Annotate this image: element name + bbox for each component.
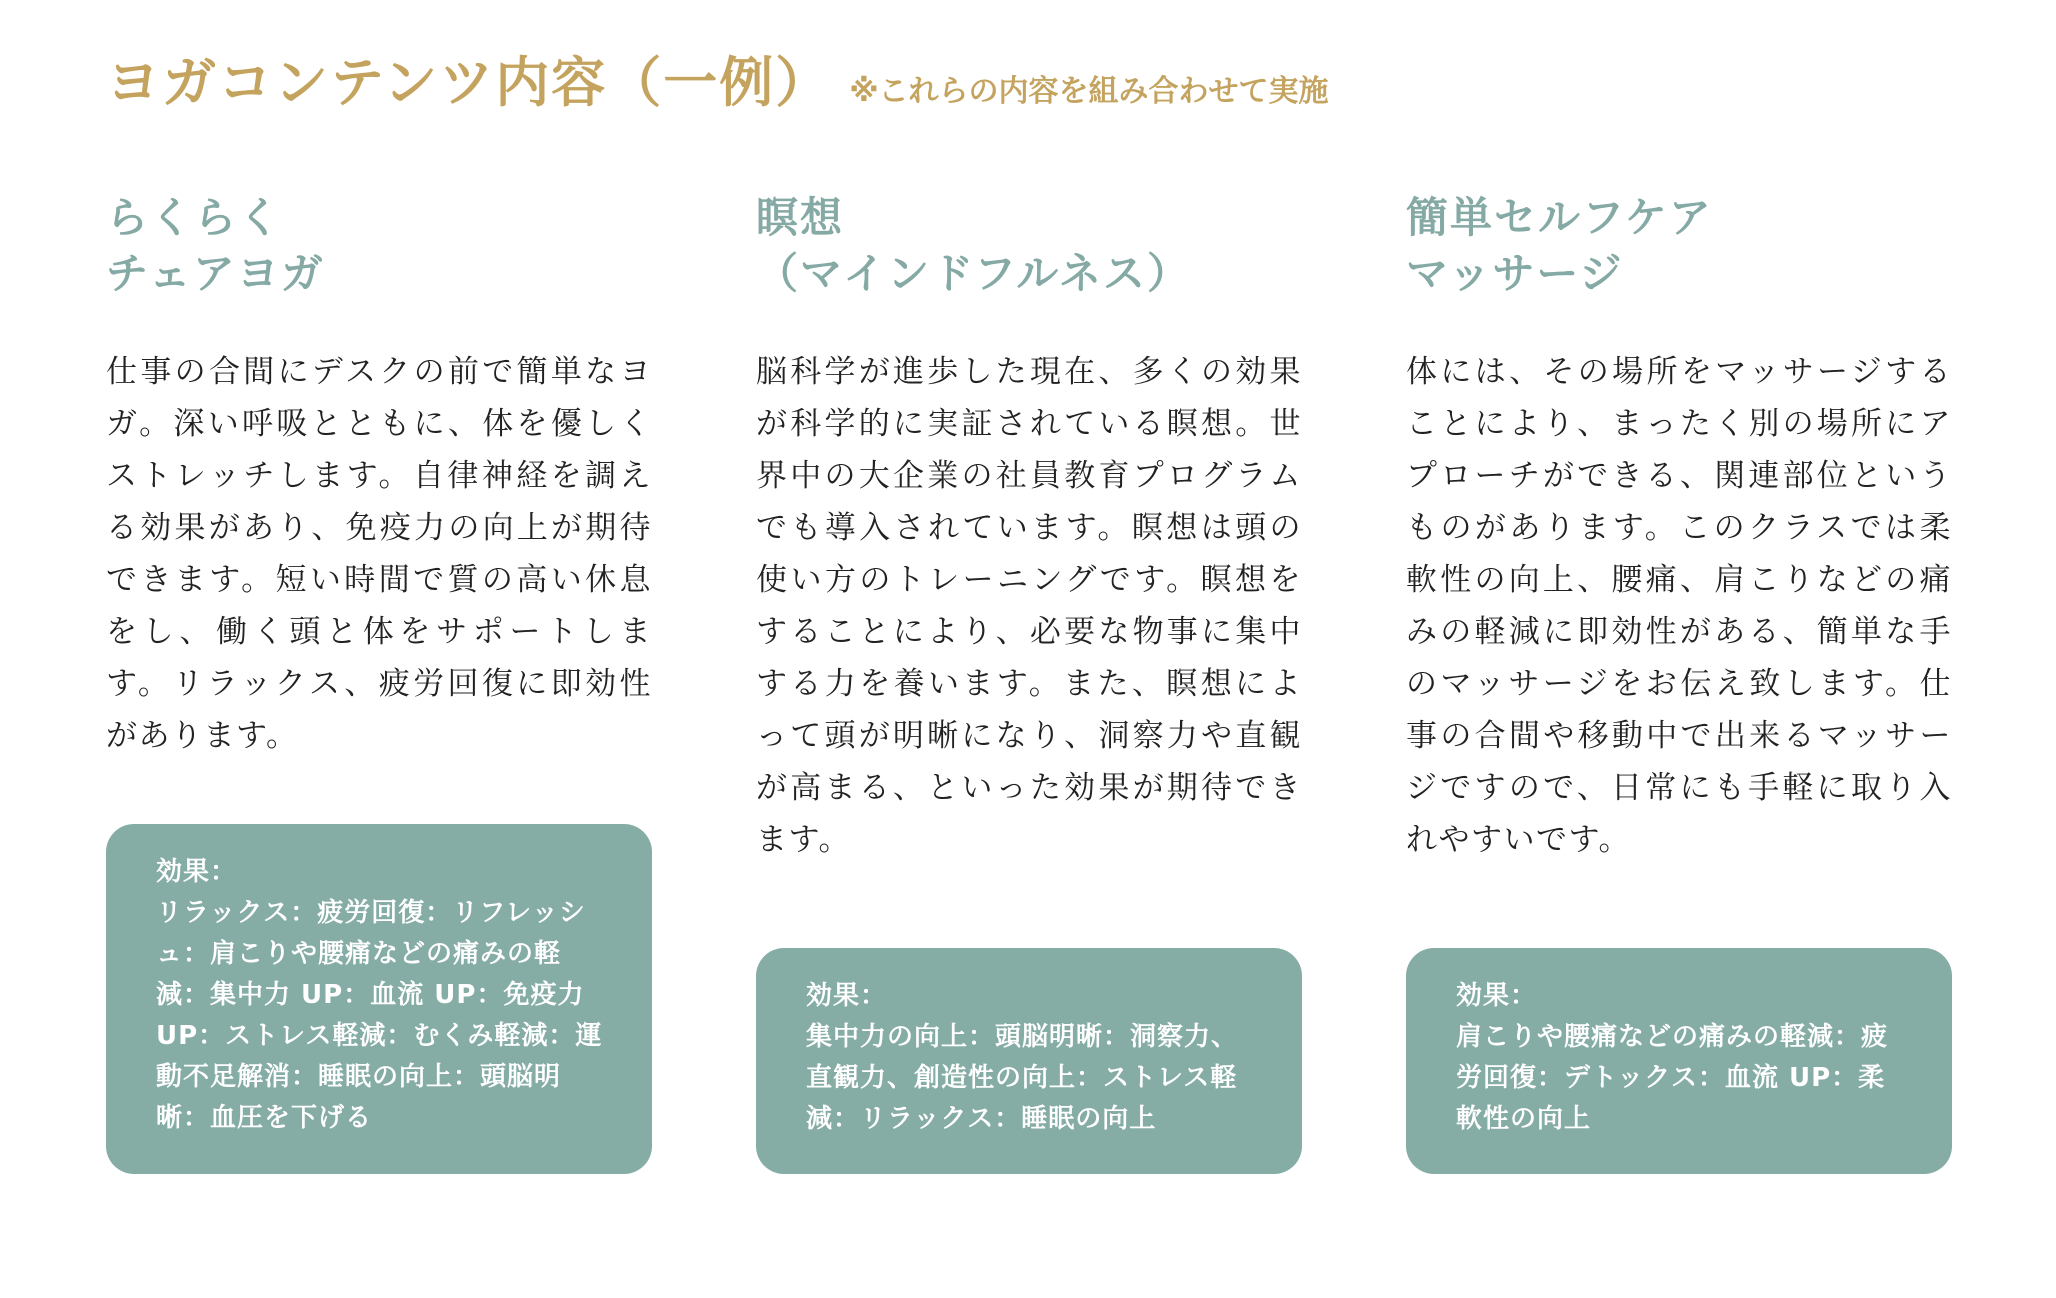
page-title: ヨガコンテンツ内容（一例） xyxy=(106,51,832,114)
column-heading-line: 瞑想 xyxy=(756,193,845,242)
content-column-self-care-massage xyxy=(1406,190,1952,866)
effect-list: リラックス：疲労回復：リフレッシュ：肩こりや腰痛などの痛みの軽減：集中力 UP：血流 UP：免疫力 UP：ストレス軽減：むくみ軽減：運動不足解消：睡眠の向上：頭脳明晰：血圧を下げる xyxy=(156,898,603,1133)
column-heading-line: （マインドフルネス） xyxy=(756,249,1191,298)
column-description: 脳科学が進歩した現在、多くの効果が科学的に実証されている瞑想。世界中の大企業の社員教育プログラムでも導入されています。瞑想は頭の使い方のトレーニングです。瞑想をすることにより、必要な物事に集中する力を養います。また、瞑想によって頭が明晰になり、洞察力や直観が高まる、といった効果が期待できます。 xyxy=(756,354,1302,858)
effect-label: 効果： xyxy=(1456,981,1538,1011)
column-heading-line: チェアヨガ xyxy=(106,249,325,298)
page-header xyxy=(106,40,1328,117)
effect-list: 肩こりや腰痛などの痛みの軽減：疲労回復：デトックス：血流 UP：柔軟性の向上 xyxy=(1456,1022,1889,1134)
effect-box-chair-yoga xyxy=(106,824,652,1174)
page-title-note: ※これらの内容を組み合わせて実施 xyxy=(849,74,1329,109)
content-column-chair-yoga xyxy=(106,190,652,762)
column-heading-line: らくらく xyxy=(106,193,283,242)
effect-box-self-care-massage xyxy=(1406,948,1952,1174)
column-heading xyxy=(106,190,652,302)
column-description: 仕事の合間にデスクの前で簡単なヨガ。深い呼吸とともに、体を優しくストレッチします。自律神経を調える効果があり、免疫力の向上が期待できます。短い時間で質の高い休息をし、働く頭と体をサポートします。リラックス、疲労回復に即効性があります。 xyxy=(106,354,652,754)
column-heading-line: マッサージ xyxy=(1406,249,1624,298)
effect-label: 効果： xyxy=(806,981,888,1011)
column-heading xyxy=(756,190,1302,302)
column-heading xyxy=(1406,190,1952,302)
content-column-meditation xyxy=(756,190,1302,866)
effect-list: 集中力の向上：頭脳明晰：洞察力、直観力、創造性の向上：ストレス軽減：リラックス：睡眠の向上 xyxy=(806,1022,1239,1134)
column-description: 体には、その場所をマッサージすることにより、まったく別の場所にアプローチができる、関連部位というものがあります。このクラスでは柔軟性の向上、腰痛、肩こりなどの痛みの軽減に即効性がある、簡単な手のマッサージをお伝え致します。仕事の合間や移動中で出来るマッサージですので、日常にも手軽に取り入れやすいです。 xyxy=(1406,354,1952,858)
column-heading-line: 簡単セルフケア xyxy=(1406,193,1713,242)
effect-box-meditation xyxy=(756,948,1302,1174)
effect-label: 効果： xyxy=(156,857,238,887)
